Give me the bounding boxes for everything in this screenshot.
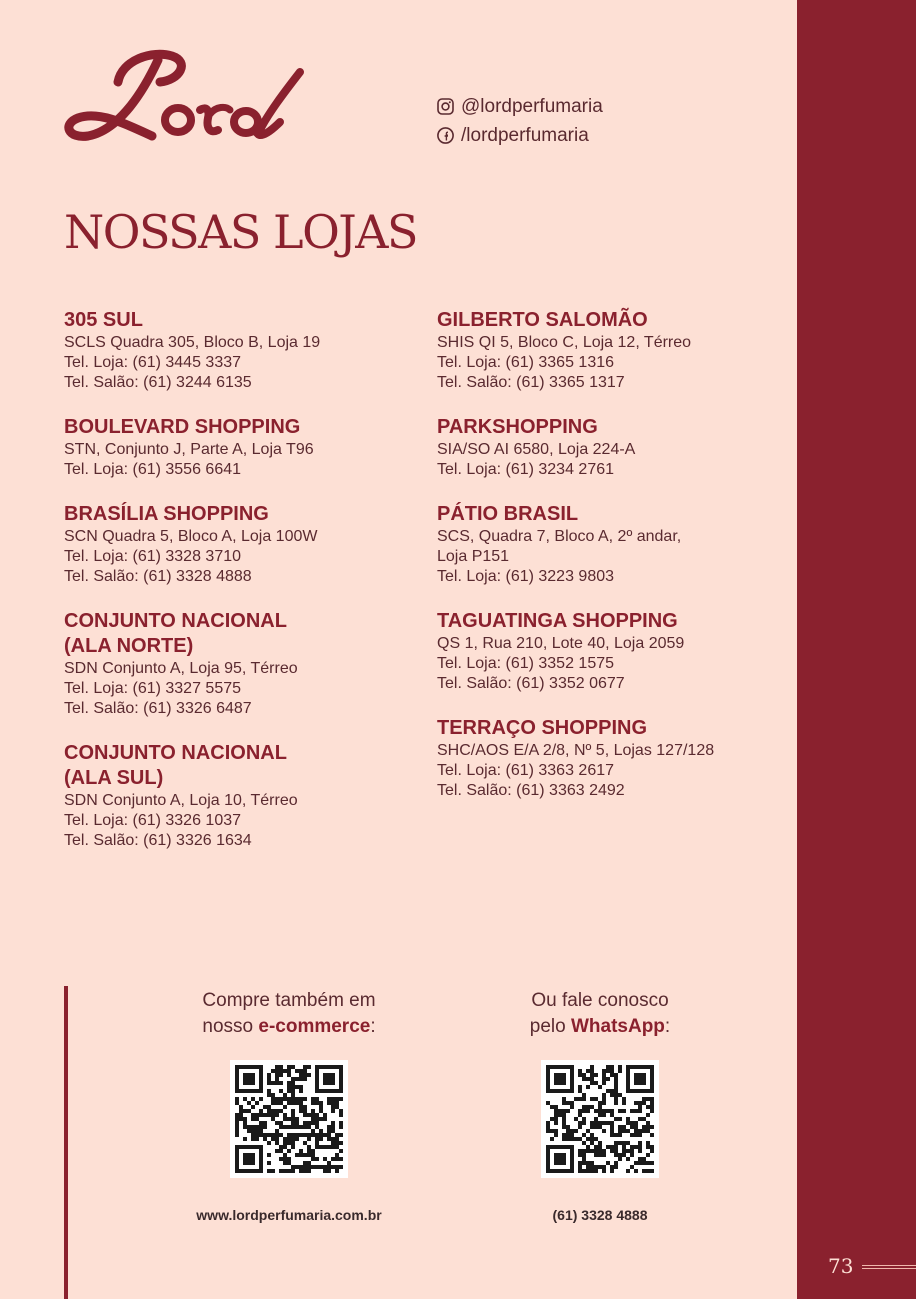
store-name: GILBERTO SALOMÃO <box>437 309 648 331</box>
store-phone: Tel. Loja: (61) 3556 6641 <box>64 461 242 478</box>
store-name: PARKSHOPPING <box>437 416 598 438</box>
store-name: TERRAÇO SHOPPING <box>437 717 648 739</box>
side-band <box>797 0 916 1299</box>
ecommerce-line1: Compre também em <box>202 990 376 1011</box>
store-salon-phone: Tel. Salão: (61) 3363 2492 <box>437 782 625 799</box>
store-parkshopping <box>437 415 797 480</box>
store-address: SCLS Quadra 305, Bloco B, Loja 19 <box>64 334 321 351</box>
store-boulevard-shopping <box>64 415 424 480</box>
whatsapp-line2: pelo WhatsApp: <box>529 1016 671 1037</box>
store-salon-phone: Tel. Salão: (61) 3326 6487 <box>64 700 252 717</box>
stores-column-right <box>437 308 797 823</box>
store-address: STN, Conjunto J, Parte A, Loja T96 <box>64 441 314 458</box>
store-phone: Tel. Loja: (61) 3223 9803 <box>437 568 615 585</box>
ecommerce-qr-code[interactable] <box>230 1060 348 1178</box>
store-phone: Tel. Loja: (61) 3234 2761 <box>437 461 615 478</box>
qr-code-icon <box>235 1065 343 1173</box>
facebook-link[interactable] <box>437 121 603 150</box>
store-terraco-shopping <box>437 716 797 801</box>
store-phone: Tel. Loja: (61) 3328 3710 <box>64 548 242 565</box>
footer-accent-rule <box>64 986 68 1299</box>
stores-column-left <box>64 308 424 873</box>
store-brasilia-shopping <box>64 502 424 587</box>
ecommerce-callout <box>159 988 419 1040</box>
store-salon-phone: Tel. Salão: (61) 3352 0677 <box>437 675 625 692</box>
store-address: SHIS QI 5, Bloco C, Loja 12, Térreo <box>437 334 692 351</box>
store-name: BOULEVARD SHOPPING <box>64 416 301 438</box>
ecommerce-line2: nosso e-commerce: <box>202 1016 376 1037</box>
store-address: SIA/SO AI 6580, Loja 224-A <box>437 441 636 458</box>
store-phone: Tel. Loja: (61) 3327 5575 <box>64 680 242 697</box>
website-url[interactable]: www.lordperfumaria.com.br <box>196 1207 382 1223</box>
store-phone: Tel. Loja: (61) 3326 1037 <box>64 812 242 829</box>
store-name: CONJUNTO NACIONAL (ALA SUL) <box>64 742 287 789</box>
store-conjunto-nacional-norte <box>64 609 424 719</box>
store-name: CONJUNTO NACIONAL (ALA NORTE) <box>64 610 287 657</box>
store-address: QS 1, Rua 210, Lote 40, Loja 2059 <box>437 635 685 652</box>
store-patio-brasil <box>437 502 797 587</box>
store-gilberto-salomao <box>437 308 797 393</box>
store-address: SHC/AOS E/A 2/8, Nº 5, Lojas 127/128 <box>437 742 715 759</box>
store-305-sul <box>64 308 424 393</box>
store-salon-phone: Tel. Salão: (61) 3365 1317 <box>437 374 625 391</box>
whatsapp-qr-code[interactable] <box>541 1060 659 1178</box>
page-title: NOSSAS LOJAS <box>64 205 417 259</box>
page-number: 73 <box>828 1254 854 1278</box>
store-phone: Tel. Loja: (61) 3365 1316 <box>437 354 615 371</box>
page-number-rule <box>862 1265 916 1269</box>
store-address-cont: Loja P151 <box>437 548 510 565</box>
instagram-link[interactable] <box>437 92 603 121</box>
whatsapp-line1: Ou fale conosco <box>531 990 669 1011</box>
store-salon-phone: Tel. Salão: (61) 3328 4888 <box>64 568 252 585</box>
store-address: SDN Conjunto A, Loja 95, Térreo <box>64 660 298 677</box>
store-name: TAGUATINGA SHOPPING <box>437 610 678 632</box>
store-phone: Tel. Loja: (61) 3363 2617 <box>437 762 615 779</box>
store-salon-phone: Tel. Salão: (61) 3326 1634 <box>64 832 252 849</box>
whatsapp-number[interactable]: (61) 3328 4888 <box>552 1207 648 1223</box>
facebook-handle: /lordperfumaria <box>461 124 589 146</box>
store-name: 305 SUL <box>64 309 143 331</box>
store-address: SCS, Quadra 7, Bloco A, 2º andar, <box>437 528 682 545</box>
store-address: SDN Conjunto A, Loja 10, Térreo <box>64 792 298 809</box>
instagram-handle: @lordperfumaria <box>461 95 603 117</box>
store-address: SCN Quadra 5, Bloco A, Loja 100W <box>64 528 318 545</box>
store-name: PÁTIO BRASIL <box>437 503 579 525</box>
store-salon-phone: Tel. Salão: (61) 3244 6135 <box>64 374 252 391</box>
store-name: BRASÍLIA SHOPPING <box>64 503 269 525</box>
lord-logo <box>60 40 310 150</box>
qr-code-icon <box>546 1065 654 1173</box>
whatsapp-callout <box>470 988 730 1040</box>
facebook-icon <box>437 127 454 144</box>
instagram-icon <box>437 98 454 115</box>
store-phone: Tel. Loja: (61) 3352 1575 <box>437 655 615 672</box>
store-phone: Tel. Loja: (61) 3445 3337 <box>64 354 242 371</box>
store-taguatinga-shopping <box>437 609 797 694</box>
social-links <box>437 92 603 150</box>
store-conjunto-nacional-sul <box>64 741 424 851</box>
